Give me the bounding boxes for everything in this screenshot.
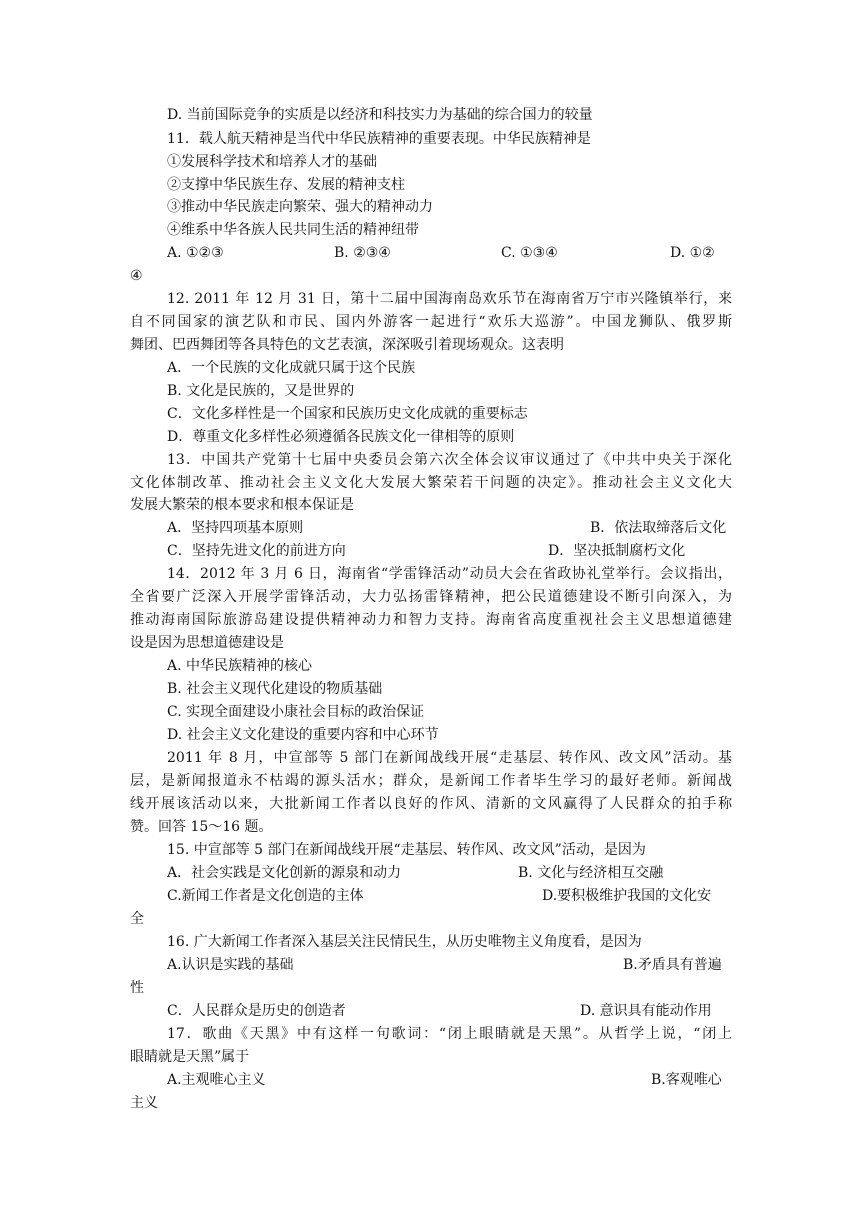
q16-option-b-wrap: 性 xyxy=(130,980,144,996)
q14-option-c: C. 实现全面建设小康社会目标的政治保证 xyxy=(167,704,425,720)
q11-statement-2: ②支撑中华民族生存、发展的精神支柱 xyxy=(167,177,405,193)
q13-stem-line1: 13．中国共产党第十七届中央委员会第六次全体会议审议通过了《中共中央关于深化 xyxy=(167,452,732,468)
q11-statement-1: ①发展科学技术和培养人才的基础 xyxy=(167,154,377,170)
q15-option-b: B. 文化与经济相互交融 xyxy=(518,865,664,881)
q15-option-d-wrap: 全 xyxy=(130,911,144,927)
q11-option-d-wrap: ④ xyxy=(130,268,143,284)
q13-stem-line2: 文化体制改革、推动社会主义文化大发展大繁荣若干问题的决定》。推动社会主义文化大 xyxy=(130,475,732,491)
q14-option-d: D. 社会主义文化建设的重要内容和中心环节 xyxy=(167,727,439,743)
q13-option-d: D．坚决抵制腐朽文化 xyxy=(548,543,686,559)
q14-stem-line2: 全省要广泛深入开展学雷锋活动，大力弘扬雷锋精神，把公民道德建设不断引向深入，为 xyxy=(130,589,732,605)
q11-statement-4: ④维系中华各族人民共同生活的精神纽带 xyxy=(167,222,419,238)
q16-option-c: C．人民群众是历史的创造者 xyxy=(167,1003,346,1019)
q16-option-d: D. 意识具有能动作用 xyxy=(580,1003,712,1019)
q17-stem-line1: 17．歌曲《天黑》中有这样一句歌词：“闭上眼睛就是天黑”。从哲学上说，“闭上 xyxy=(167,1026,732,1042)
q13-stem-line3: 发展大繁荣的根本要求和根本保证是 xyxy=(130,497,354,513)
q12-stem-line2: 自不同国家的演艺队和市民、国内外游客一起进行“欢乐大巡游”。中国龙狮队、俄罗斯 xyxy=(130,314,732,330)
q15-option-a: A．社会实践是文化创新的源泉和动力 xyxy=(167,865,402,881)
q12-option-b: B. 文化是民族的，又是世界的 xyxy=(167,383,355,399)
q12-option-d: D．尊重文化多样性必须遵循各民族文化一律相等的原则 xyxy=(167,429,515,445)
q12-stem-line3: 舞团、巴西舞团等各具特色的文艺表演，深深吸引着现场观众。这表明 xyxy=(130,337,564,353)
q12-option-a: A．一个民族的文化成就只属于这个民族 xyxy=(167,360,416,376)
q17-option-a: A.主观唯心主义 xyxy=(167,1072,266,1088)
q14-stem-line1: 14．2012 年 3 月 6 日，海南省“学雷锋活动”动员大会在省政协礼堂举行。会议指出， xyxy=(167,566,732,582)
q15-option-d: D.要积极维护我国的文化安 xyxy=(542,888,712,904)
q17-stem-line2: 眼睛就是天黑”属于 xyxy=(130,1049,250,1065)
q16-option-a: A.认识是实践的基础 xyxy=(167,957,294,973)
q14-option-a: A. 中华民族精神的核心 xyxy=(167,658,313,674)
material-line3: 线开展该活动以来，大批新闻工作者以良好的作风、清新的文风赢得了人民群众的拍手称 xyxy=(130,796,732,812)
q15-stem: 15. 中宣部等 5 部门在新闻战线开展“走基层、转作风、改文风”活动，是因为 xyxy=(167,842,646,858)
q11-statement-3: ③推动中华民族走向繁荣、强大的精神动力 xyxy=(167,199,433,215)
q13-option-a: A．坚持四项基本原则 xyxy=(167,520,304,536)
q17-option-b: B.客观唯心 xyxy=(651,1072,722,1088)
q14-option-b: B. 社会主义现代化建设的物质基础 xyxy=(167,681,383,697)
q16-stem: 16. 广大新闻工作者深入基层关注民情民生，从历史唯物主义角度看，是因为 xyxy=(167,934,642,950)
material-line2: 层，是新闻报道永不枯竭的源头活水；群众，是新闻工作者毕生学习的最好老师。新闻战 xyxy=(130,773,732,789)
q11-option-c: C. ①③④ xyxy=(501,245,558,261)
q13-option-b: B．依法取缔落后文化 xyxy=(590,520,727,536)
q14-stem-line4: 设是因为思想道德建设是 xyxy=(130,635,284,651)
q15-option-c: C.新闻工作者是文化创造的主体 xyxy=(167,888,364,904)
q11-option-a: A. ①②③ xyxy=(167,245,224,261)
q11-option-b: B. ②③④ xyxy=(334,245,391,261)
q17-option-b-wrap: 主义 xyxy=(130,1095,158,1111)
q12-stem-line1: 12. 2011 年 12 月 31 日，第十二届中国海南岛欢乐节在海南省万宁市兴隆镇举行，来 xyxy=(167,291,732,307)
material-line4: 赞。回答 15～16 题。 xyxy=(130,819,273,835)
material-line1: 2011 年 8 月，中宣部等 5 部门在新闻战线开展“走基层、转作风、改文风”活动。基 xyxy=(167,750,732,766)
q12-option-c: C．文化多样性是一个国家和民族历史文化成就的重要标志 xyxy=(167,406,528,422)
q13-option-c: C．坚持先进文化的前进方向 xyxy=(167,543,346,559)
q16-option-b: B.矛盾具有普遍 xyxy=(623,957,722,973)
q14-stem-line3: 推动海南国际旅游岛建设提供精神动力和智力支持。海南省高度重视社会主义思想道德建 xyxy=(130,612,732,628)
q11-stem: 11．载人航天精神是当代中华民族精神的重要表现。中华民族精神是 xyxy=(167,131,591,147)
q10-option-d: D. 当前国际竞争的实质是以经济和科技实力为基础的综合国力的较量 xyxy=(167,107,593,123)
q11-option-d: D. ①② xyxy=(670,245,715,261)
